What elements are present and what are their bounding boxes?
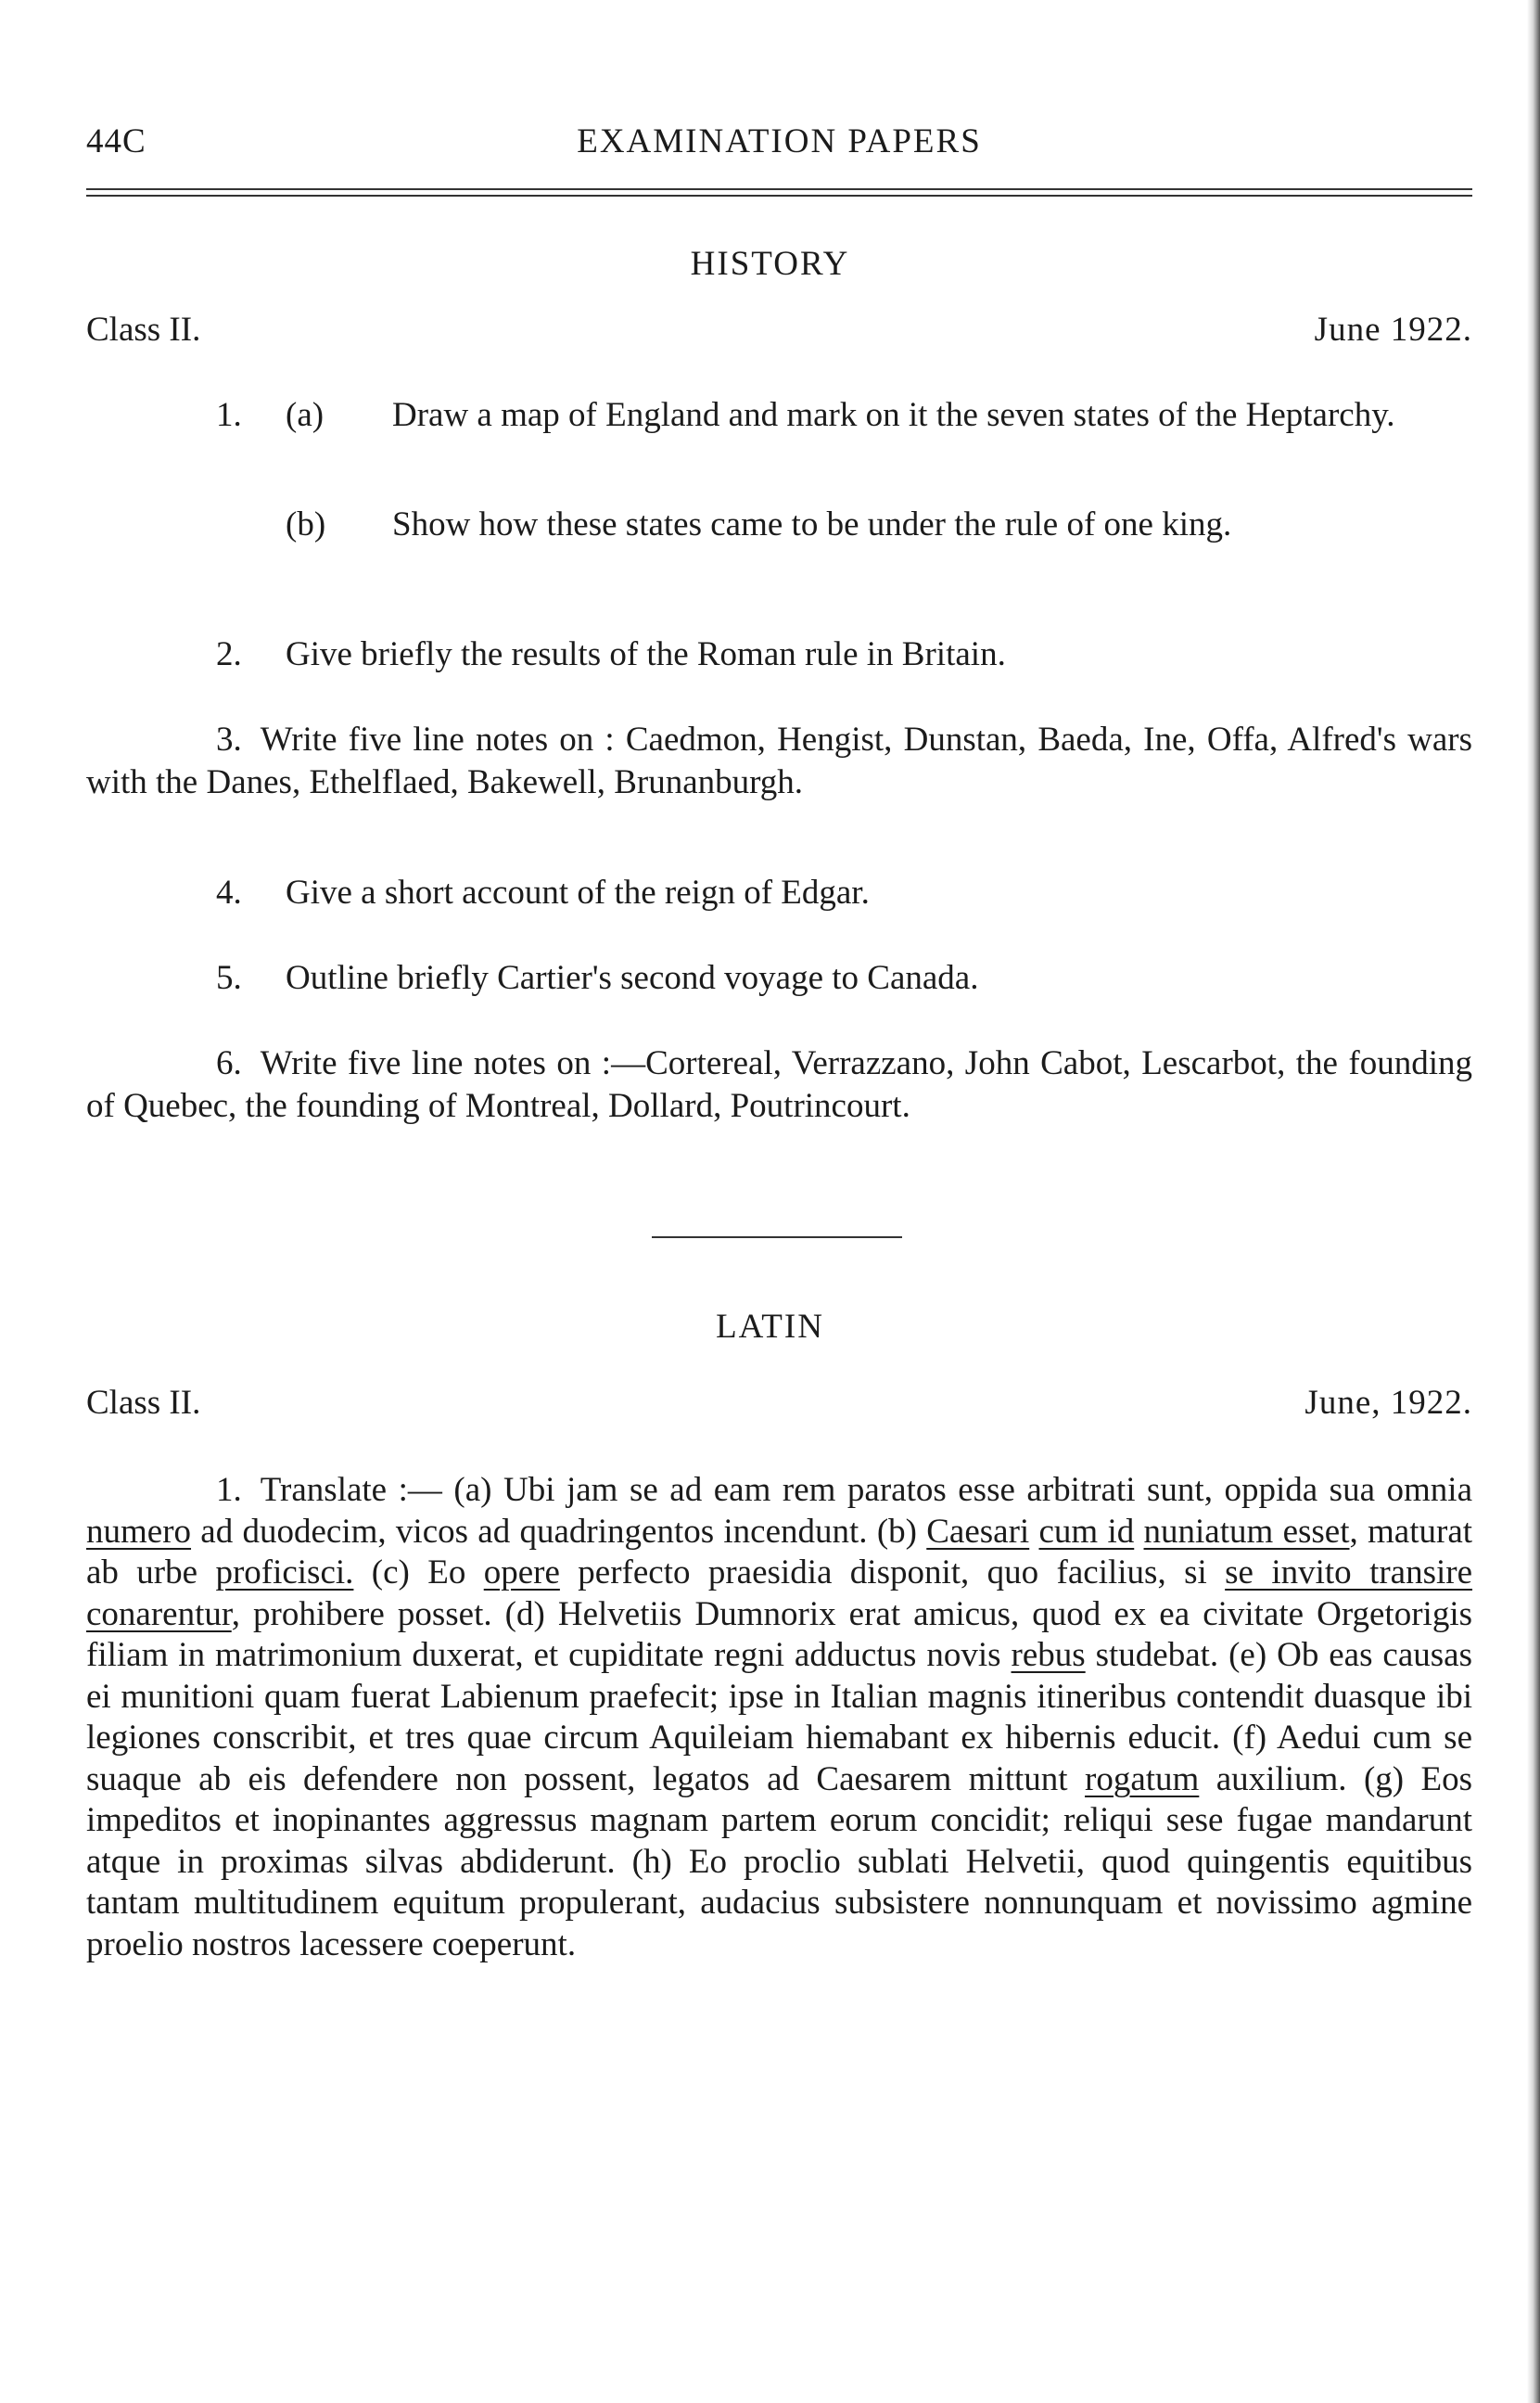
question-number: 1. [216,396,242,434]
question-text: Draw a map of England and mark on it the seven states of the Heptarchy. [392,396,1395,434]
question-text: Write five line notes on : Caedmon, Hengist, Dunstan, Baeda, Ine, Offa, Alfred's wars with the Danes, Ethelflaed, Bakewell, Brunanburgh. [86,721,1472,801]
latin-passage [86,1470,1472,1965]
question-number: 1. [216,1471,242,1509]
underlined-word: rebus [1011,1636,1086,1674]
history-meta [86,309,1472,352]
passage-text: Translate :— (a) Ubi jam se ad eam rem paratos esse arbitrati sunt, oppida sua omnia [260,1471,1472,1509]
running-head: EXAMINATION PAPERS [577,122,982,160]
passage-text: , prohibere posset. (d) Helvetiis Dumnorix erat amicus, quod ex ea civitate Orgetorigis filiam in matrimonium duxerat, et cupiditate regni adductus novis [86,1594,1472,1674]
history-title: HISTORY [690,245,850,283]
passage-text: auxilium. (g) Eos impeditos et inopinantes aggressus magnam partem eorum concidit; reliqui sese fugae mandarunt atque in proximas silvas abdiderunt. (h) Eo proclio sublati Helvetii, quod quingentis equitibus tantam multitudinem equitum propulerant, audacius subsistere nonnunquam et novissimo agmine proelio nostros lacessere coeperunt. [86,1759,1473,1963]
underlined-word: proficisci. [215,1553,354,1591]
page-number: 44C [86,122,146,160]
question-text: Show how these states came to be under the rule of one king. [392,505,1232,543]
history-question-2 [86,633,1472,676]
question-text: Write five line notes on :—Cortereal, Verrazzano, John Cabot, Lescarbot, the founding of Quebec, the founding of Montreal, Dollard, Poutrincourt. [86,1044,1472,1125]
underlined-word: se invito transire conarentur [86,1553,1473,1633]
passage-text: perfecto praesidia disponit, quo facilius, si [559,1553,1226,1591]
history-date: June 1922. [1314,311,1472,349]
question-number: 5. [216,959,242,997]
history-question-6 [86,1042,1472,1128]
underlined-word: cum id [1038,1512,1135,1551]
history-question-1b [86,504,1472,589]
underlined-word: numero [86,1512,192,1551]
history-class-label: Class II. [86,311,201,349]
underlined-word: Caesari [926,1512,1030,1551]
underlined-word: rogatum [1085,1759,1200,1798]
underlined-word: nuniatum esset [1143,1512,1350,1551]
latin-class-label: Class II. [86,1384,201,1422]
passage-text: studebat. (e) Ob eas causas ei munitioni quam fuerat Labienum praefecit; ipse in Italian magnis itineribus contendit duasque ibi legiones conscribit, et tres quae circum Aquileiam hiemabant ex hibernis educit. (f) Aedui cum se suaque ab eis defendere non possent, legatos ad Caesarem mittunt [86,1636,1473,1798]
page-header [86,121,1472,167]
question-text: Give a short account of the reign of Edgar. [286,874,870,912]
history-question-3 [86,719,1472,804]
question-number: 6. [216,1044,242,1082]
passage-text [1029,1513,1038,1551]
latin-title: LATIN [716,1308,824,1346]
passage-text: , maturat ab urbe [86,1512,1473,1591]
question-number: 4. [216,874,242,912]
header-double-rule [86,188,1472,197]
question-number: 2. [216,635,242,673]
section-divider [652,1236,902,1238]
passage-text [1134,1513,1143,1551]
passage-text: (c) Eo [353,1553,484,1591]
question-text: Give briefly the results of the Roman rule in Britain. [286,635,1006,673]
page-edge-shadow [1527,0,1540,2403]
latin-date: June, 1922. [1305,1384,1472,1422]
history-question-4 [86,872,1472,914]
underlined-word: opere [483,1553,560,1591]
question-part-label: (a) [286,396,325,434]
question-number: 3. [216,721,242,759]
question-part-label: (b) [286,505,326,543]
history-question-5 [86,957,1472,1000]
passage-text: ad duodecim, vicos ad quadringentos incendunt. (b) [191,1512,927,1551]
question-text: Outline briefly Cartier's second voyage to Canada. [286,959,979,997]
latin-meta [86,1382,1472,1425]
latin-question-1 [86,1470,1472,1965]
history-question-1a [86,394,1472,479]
